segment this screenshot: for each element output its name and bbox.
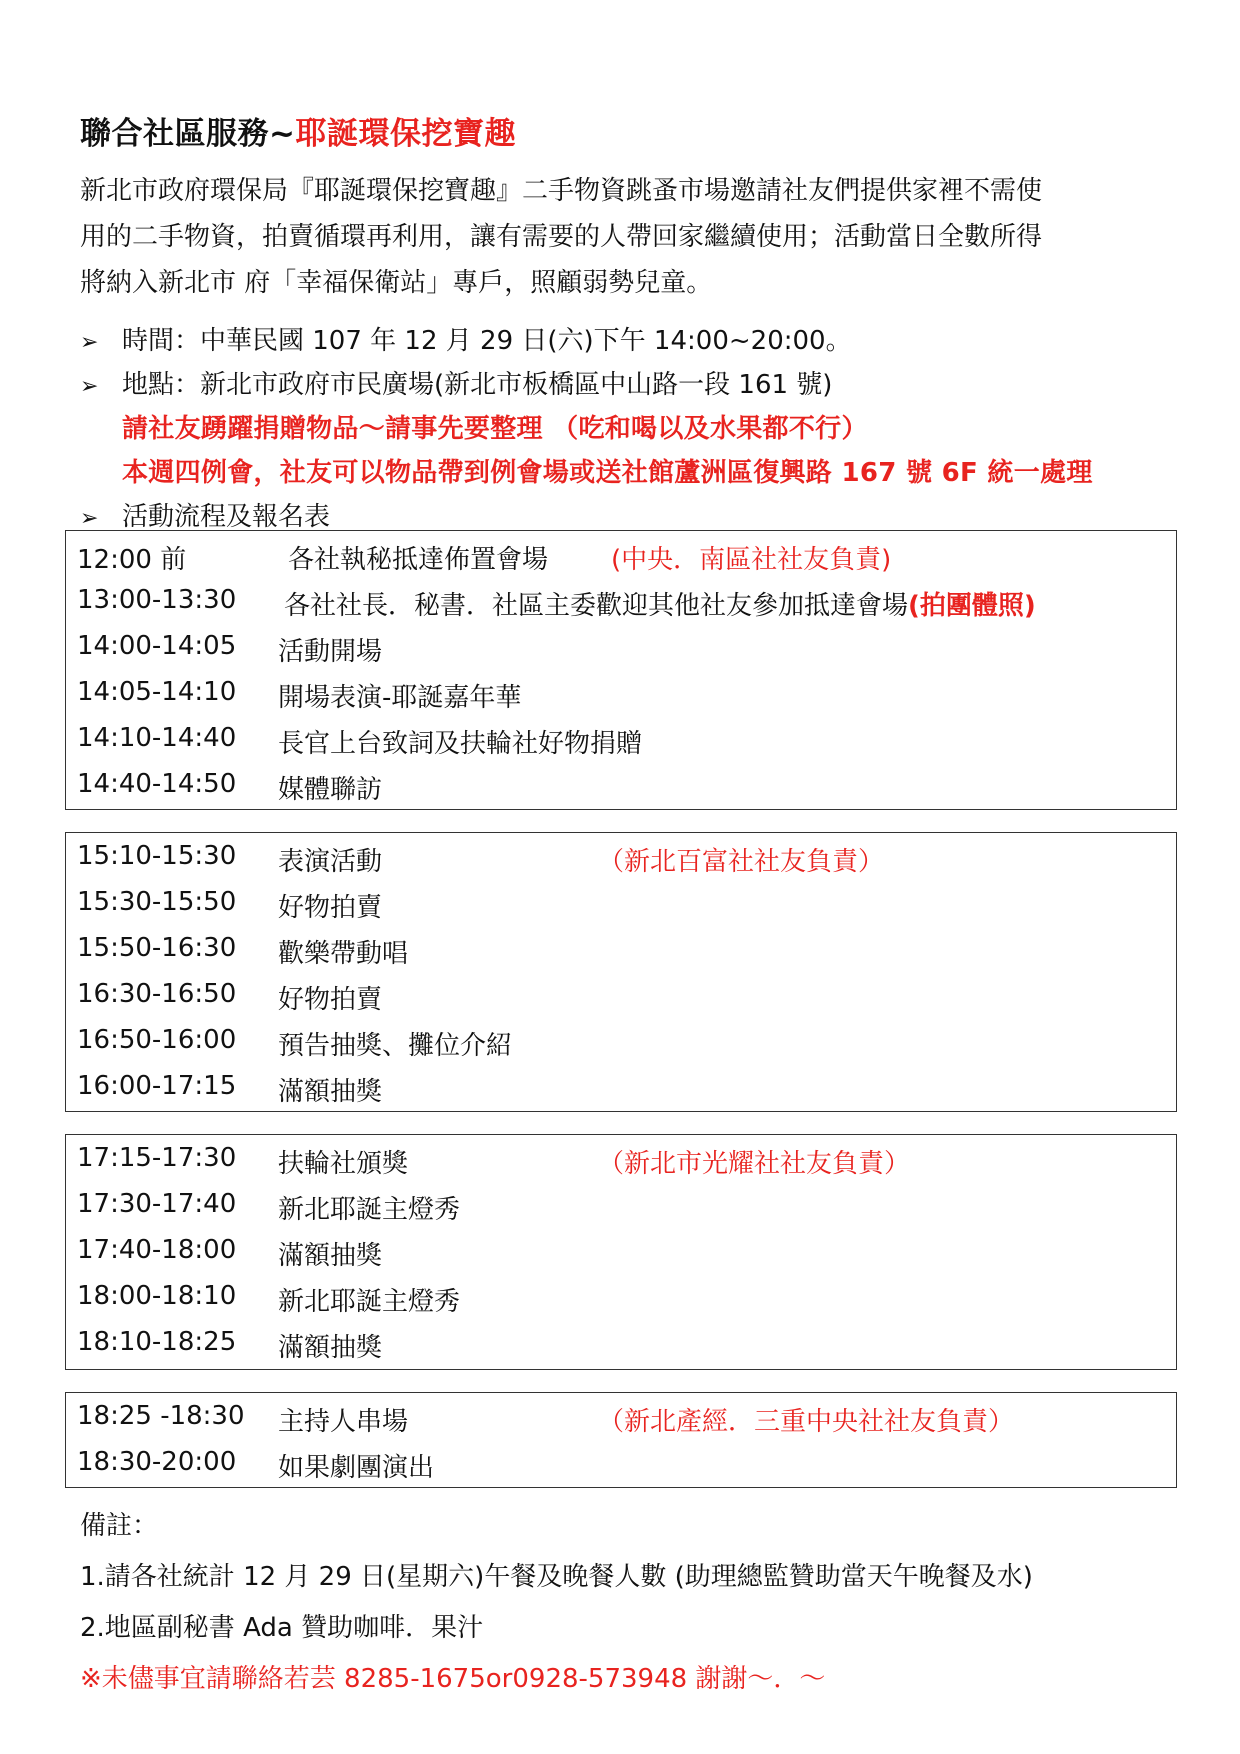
row-time: 15:30-15:50 <box>77 887 237 917</box>
row-desc: 新北耶誕主燈秀 <box>278 1287 461 1317</box>
contact-note: ※未儘事宜請聯絡若芸 8285-1675or0928-573948 謝謝～．～ <box>80 1664 826 1694</box>
page-title <box>80 108 516 153</box>
row-time: 14:00-14:05 <box>77 631 237 661</box>
schedule-row <box>66 1181 1176 1227</box>
notice-donation: 請社友踴躍捐贈物品～請事先要整理 （吃和喝以及水果都不行） <box>122 414 868 444</box>
bullet-schedule <box>80 496 330 533</box>
bullet-place <box>80 364 832 401</box>
schedule-row <box>66 623 1176 669</box>
row-time: 18:00-18:10 <box>77 1281 237 1311</box>
row-time: 14:10-14:40 <box>77 723 237 753</box>
remark-item: 1.請各社統計 12 月 29 日(星期六)午餐及晚餐人數 (助理總監贊助當天午晚餐及水) <box>80 1562 1033 1592</box>
row-time: 18:10-18:25 <box>77 1327 237 1357</box>
arrow-bullet-icon: ➢ <box>80 506 99 531</box>
row-time: 16:00-17:15 <box>77 1071 237 1101</box>
row-desc: 各社執秘抵達佈置會場 <box>288 545 549 575</box>
row-time: 16:30-16:50 <box>77 979 237 1009</box>
row-desc: 滿額抽獎 <box>278 1241 383 1271</box>
schedule-row <box>66 531 1176 577</box>
schedule-row <box>66 1227 1176 1273</box>
row-desc: 歡樂帶動唱 <box>278 939 409 969</box>
intro-line: 將納入新北市 府「幸福保衛站」專戶，照顧弱勢兒童。 <box>80 268 713 298</box>
row-desc: 媒體聯訪 <box>278 775 383 805</box>
arrow-bullet-icon: ➢ <box>80 330 99 355</box>
row-desc: 好物拍賣 <box>278 893 383 923</box>
bullet-time <box>80 320 852 357</box>
row-desc: 開場表演-耶誕嘉年華 <box>278 683 522 713</box>
row-photo-note: (拍團體照) <box>908 591 1036 621</box>
schedule-row <box>66 1063 1176 1109</box>
row-time: 14:40-14:50 <box>77 769 237 799</box>
schedule-row <box>66 577 1176 623</box>
row-time: 16:50-16:00 <box>77 1025 237 1055</box>
row-desc: 長官上台致詞及扶輪社好物捐贈 <box>278 729 643 759</box>
row-desc: 扶輪社頒獎 <box>278 1149 409 1179</box>
schedule-row <box>66 1439 1176 1485</box>
bullet-time-text: 時間：中華民國 107 年 12 月 29 日(六)下午 14:00~20:00。 <box>122 326 852 356</box>
schedule-row <box>66 971 1176 1017</box>
title-highlight: 耶誕環保挖寶趣 <box>295 116 516 152</box>
schedule-block-4 <box>65 1392 1177 1488</box>
schedule-row <box>66 1393 1176 1439</box>
row-desc: 新北耶誕主燈秀 <box>278 1195 461 1225</box>
schedule-row <box>66 1017 1176 1063</box>
remarks-heading: 備註： <box>80 1511 159 1541</box>
schedule-block-3 <box>65 1134 1177 1370</box>
schedule-row <box>66 1135 1176 1181</box>
row-desc-text: 各社社長．秘書．社區主委歡迎其他社友參加抵達會場 <box>284 591 909 621</box>
row-desc: 如果劇團演出 <box>278 1453 435 1483</box>
row-time: 14:05-14:10 <box>77 677 237 707</box>
row-desc: 滿額抽獎 <box>278 1077 383 1107</box>
row-time: 15:10-15:30 <box>77 841 237 871</box>
row-time: 12:00 前 <box>77 545 187 575</box>
schedule-block-2 <box>65 832 1177 1112</box>
schedule-row <box>66 925 1176 971</box>
row-time: 17:30-17:40 <box>77 1189 237 1219</box>
row-desc: 表演活動 <box>278 847 383 877</box>
row-time: 17:15-17:30 <box>77 1143 237 1173</box>
intro-paragraph <box>80 168 1160 306</box>
bullet-place-text: 地點：新北市政府市民廣場(新北市板橋區中山路一段 161 號) <box>122 370 833 400</box>
row-responsible: （新北百富社社友負責） <box>598 847 885 877</box>
title-prefix: 聯合社區服務~ <box>80 116 296 152</box>
intro-line: 用的二手物資，拍賣循環再利用，讓有需要的人帶回家繼續使用；活動當日全數所得 <box>80 222 1043 252</box>
row-responsible: (中央．南區社社友負責) <box>611 545 892 575</box>
schedule-row <box>66 833 1176 879</box>
row-desc: 預告抽獎、攤位介紹 <box>278 1031 513 1061</box>
schedule-row <box>66 761 1176 807</box>
row-time: 17:40-18:00 <box>77 1235 237 1265</box>
schedule-row <box>66 1319 1176 1365</box>
row-time: 13:00-13:30 <box>77 585 237 615</box>
row-responsible: （新北市光耀社社友負責） <box>598 1149 911 1179</box>
schedule-row <box>66 669 1176 715</box>
row-desc: 主持人串場 <box>278 1407 409 1437</box>
schedule-row <box>66 1273 1176 1319</box>
bullet-schedule-text: 活動流程及報名表 <box>122 502 331 532</box>
row-time: 18:25 -18:30 <box>77 1401 245 1431</box>
notice-meeting: 本週四例會，社友可以物品帶到例會場或送社館蘆洲區復興路 167 號 6F 統一處理 <box>122 458 1093 488</box>
row-time: 18:30-20:00 <box>77 1447 237 1477</box>
row-time: 15:50-16:30 <box>77 933 237 963</box>
schedule-row <box>66 879 1176 925</box>
row-responsible: （新北產經．三重中央社社友負責） <box>598 1407 1015 1437</box>
remark-item: 2.地區副秘書 Ada 贊助咖啡．果汁 <box>80 1613 484 1643</box>
row-desc: 好物拍賣 <box>278 985 383 1015</box>
schedule-block-1 <box>65 530 1177 810</box>
row-desc <box>284 585 1036 622</box>
row-desc: 活動開場 <box>278 637 383 667</box>
schedule-row <box>66 715 1176 761</box>
row-desc: 滿額抽獎 <box>278 1333 383 1363</box>
intro-line: 新北市政府環保局『耶誕環保挖寶趣』二手物資跳蚤市場邀請社友們提供家裡不需使 <box>80 176 1043 206</box>
arrow-bullet-icon: ➢ <box>80 374 99 399</box>
